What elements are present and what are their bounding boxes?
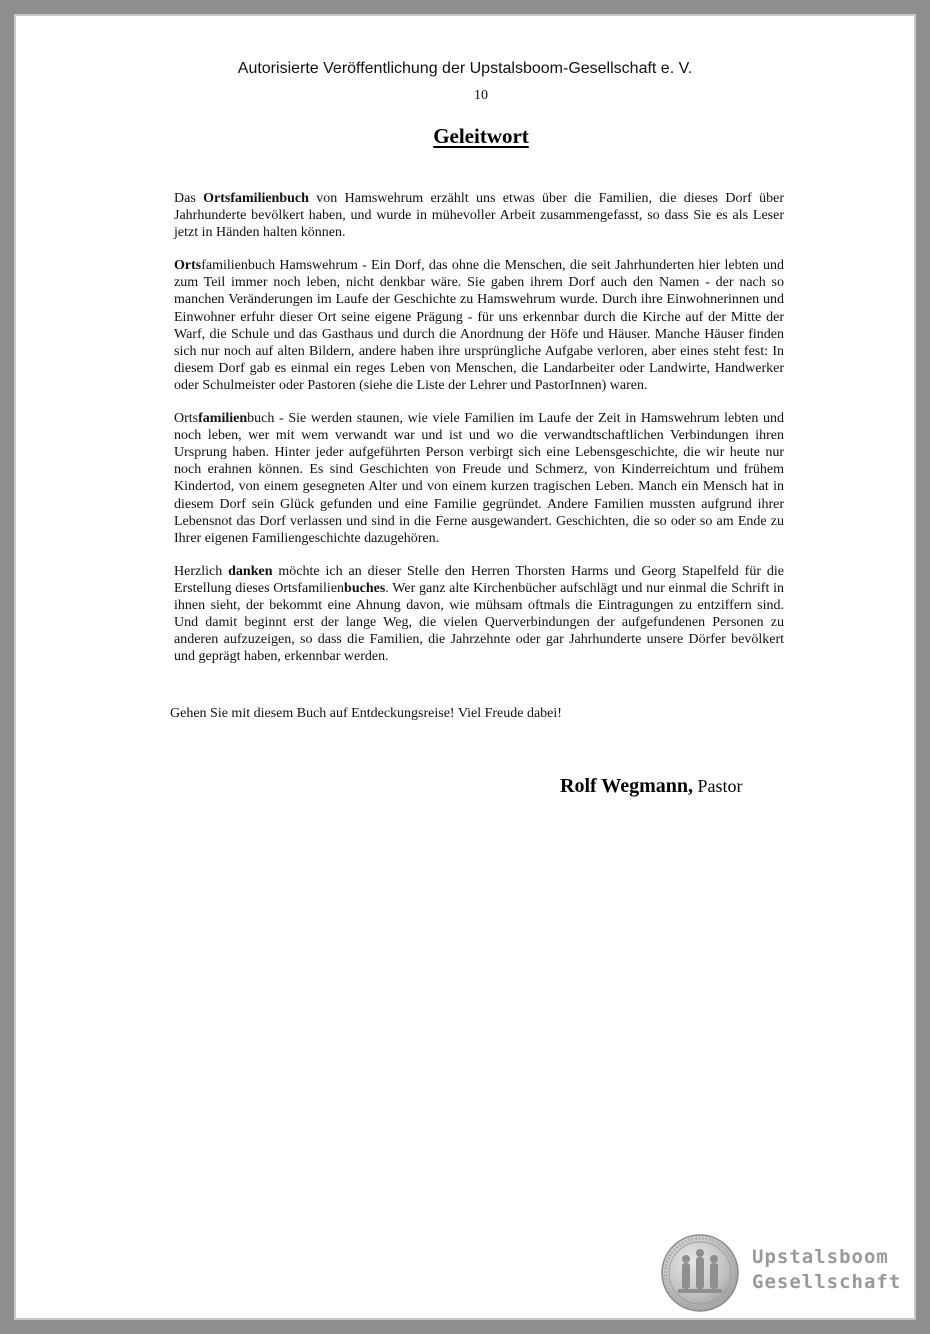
page-number: 10 bbox=[474, 88, 488, 103]
signature bbox=[560, 775, 742, 798]
paragraph bbox=[174, 563, 784, 666]
society-seal-icon bbox=[660, 1233, 740, 1313]
text-segment-bold: Ortsfamilienbuch bbox=[203, 191, 309, 206]
stamp-line-1: Upstalsboom bbox=[752, 1246, 889, 1268]
text-segment: buch - Sie werden staunen, wie viele Familien im Laufe der Zeit in Hamswehrum lebten und noch leben, wer mit wem verwandt war und ist und wo die verwandtschaftlichen Verbindungen ihren Ursprung haben. Hinter jeder aufgeführten Person verbirgt sich eine Lebensgeschichte, die wir heute nur noch erahnen können. Es sind Geschichten von Freude und Schmerz, von Kinderreichtum und frühem Kindertod, von einem gesegneten Alter und von einem kurzen tragischen Leben. Manch ein Mensch hat in diesem Dorf sein Glück gefunden und eine Familie gegründet. Andere Familien mussten aufgrund ihrer Lebensnot das Dorf verlassen und sind in die Ferne ausgewandert. Geschichten, die so oder so am Ende zu Ihrer eigenen Familiengeschichte dazugehören. bbox=[174, 411, 784, 546]
text-segment: . Wer ganz alte Kirchenbücher aufschlägt und nur einmal die Schrift in ihnen sieht, der bekommt eine Ahnung davon, wie mühsam oftmals die Eintragungen zu entziffern sind. Und damit beginnt erst der lange Weg, die vielen Querverbindungen der aufgefundenen Personen zu anderen aufzuzeigen, so dass die Familien, die Jahrzehnte oder gar Jahrhunderte unsere Dörfer bevölkert und geprägt haben, erkennbar werden. bbox=[174, 580, 784, 665]
society-stamp bbox=[660, 1233, 916, 1313]
closing-line: Gehen Sie mit diesem Buch auf Entdeckungsreise! Viel Freude dabei! bbox=[170, 706, 562, 721]
text-segment: möchte ich an dieser Stelle den Herren Thorsten Harms und Georg Stapelfeld für die Erstellung dieses Ortsfamilien bbox=[174, 563, 785, 596]
text-segment-bold: danken bbox=[228, 563, 273, 579]
paragraph bbox=[174, 190, 784, 241]
text-segment: Herzlich bbox=[174, 563, 229, 579]
body-text bbox=[174, 190, 784, 681]
signature-name: Rolf Wegmann, bbox=[560, 775, 693, 797]
publication-note: Autorisierte Veröffentlichung der Upstalsboom-Gesellschaft e. V. bbox=[237, 60, 693, 77]
signature-role: Pastor bbox=[697, 776, 743, 796]
page-title: Geleitwort bbox=[433, 124, 529, 148]
text-segment-bold: buches bbox=[344, 580, 386, 596]
text-segment: Das bbox=[174, 191, 204, 206]
text-segment-bold: Orts bbox=[174, 258, 202, 274]
stamp-line-2: Gesellschaft bbox=[752, 1271, 902, 1293]
text-segment: von Hamswehrum erzählt uns etwas über die Familien, die dieses Dorf über Jahrhunderte bevölkert haben, und wurde in mühevoller Arbeit zusammengefasst, so dass Sie es als Leser jetzt in Händen halten können. bbox=[174, 191, 785, 241]
text-segment-bold: familien bbox=[198, 411, 248, 427]
paragraph bbox=[174, 257, 784, 394]
stamp-text bbox=[752, 1245, 901, 1295]
text-segment: familienbuch Hamswehrum - Ein Dorf, das ohne die Menschen, die seit Jahrhunderten hier lebten und zum Teil immer noch leben, nicht denkbar wäre. Sie gaben ihrem Dorf auch den Namen - der nach so manchen Veränderungen im Laufe der Geschichte zu Hamswehrum wurde. Durch ihre Einwohnerinnen und Einwohner erfuhr dieser Ort seine eigene Prägung - für uns erkennbar durch die Kirche auf der Mitte der Warf, die Schule und das Gasthaus und durch die Anordnung der Höfe und Häuser. Manche Häuser finden sich nur noch auf alten Bildern, andere haben ihre ursprüngliche Aufgabe verloren, aber eines steht fest: In diesem Dorf gab es einmal ein reges Leben von Menschen, die Landarbeiter oder Landwirte, Handwerker oder Schulmeister oder Pastoren (siehe die Liste der Lehrer und PastorInnen) waren. bbox=[174, 258, 784, 393]
text-segment: Orts bbox=[174, 411, 199, 427]
paragraph bbox=[174, 410, 784, 547]
